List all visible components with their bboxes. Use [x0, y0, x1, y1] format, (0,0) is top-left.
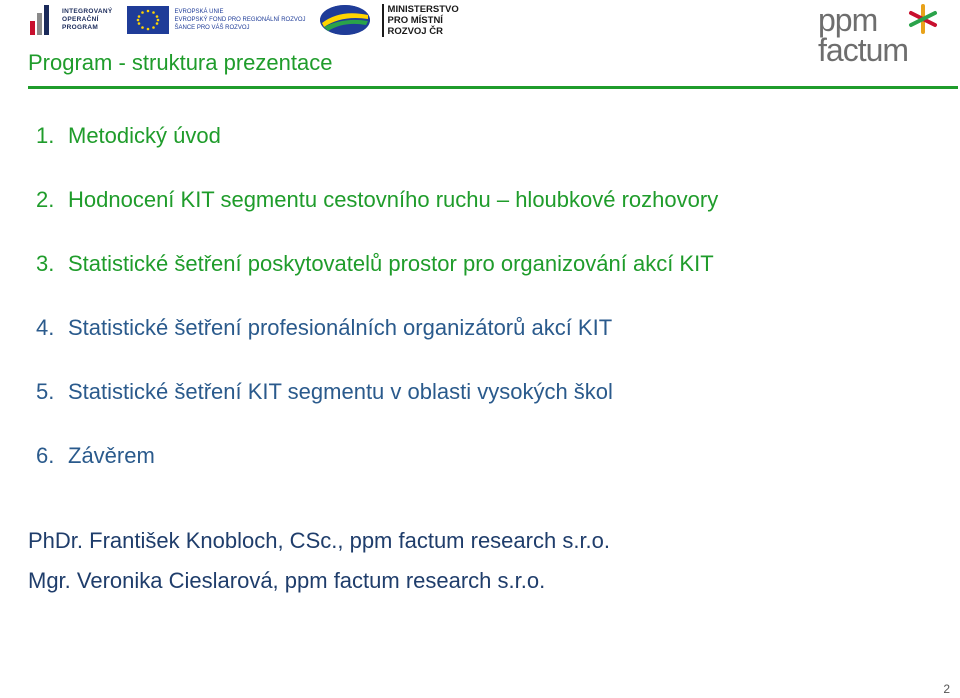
eu-flag-icon	[127, 6, 169, 34]
agenda-text: Statistické šetření KIT segmentu v oblasti vysokých škol	[68, 379, 613, 404]
brand-top: ppm	[818, 2, 878, 38]
agenda-list	[36, 121, 718, 505]
regional-oval-logo-icon	[320, 5, 370, 35]
slide-title: Program - struktura prezentace	[28, 50, 333, 75]
agenda-num: 4.	[36, 315, 55, 340]
agenda-num: 2.	[36, 187, 55, 212]
agenda-num: 5.	[36, 379, 55, 404]
mmr-line-1: MINISTERSTVO	[387, 3, 459, 15]
header-logos	[30, 2, 459, 38]
agenda-item-6	[36, 441, 718, 505]
agenda-item-1	[36, 121, 718, 185]
agenda-text: Statistické šetření poskytovatelů prostor pro organizování akcí KIT	[68, 251, 714, 276]
authors-block	[28, 526, 610, 606]
agenda-text: Statistické šetření profesionálních organizátorů akcí KIT	[68, 315, 613, 340]
agenda-text: Metodický úvod	[68, 123, 221, 148]
agenda-item-4	[36, 313, 718, 377]
agenda-item-2	[36, 185, 718, 249]
iop-bars-icon	[30, 5, 56, 35]
iop-line-2: OPERAČNÍ	[62, 16, 99, 23]
agenda-text: Hodnocení KIT segmentu cestovního ruchu – hloubkové rozhovory	[68, 187, 719, 212]
asterisk-icon	[908, 4, 938, 34]
agenda-text: Závěrem	[68, 443, 155, 468]
author-1: PhDr. František Knobloch, CSc., ppm factum research s.r.o.	[28, 528, 611, 553]
eu-line-1: EVROPSKÁ UNIE	[174, 9, 224, 15]
agenda-num: 6.	[36, 443, 55, 468]
eu-line-3: ŠANCE PRO VÁŠ ROZVOJ	[174, 25, 250, 31]
iop-line-1: INTEGROVANÝ	[62, 8, 113, 15]
agenda-item-5	[36, 377, 718, 441]
agenda-item-3	[36, 249, 718, 313]
brand-bottom: factum	[818, 32, 909, 68]
iop-logo	[30, 5, 113, 35]
page-number: 2	[943, 682, 950, 696]
mmr-line-3: ROZVOJ ČR	[387, 25, 443, 37]
agenda-num: 3.	[36, 251, 55, 276]
eu-logo	[127, 6, 306, 34]
mmr-logo	[382, 4, 459, 37]
iop-line-3: PROGRAM	[62, 24, 99, 31]
mmr-line-2: PRO MÍSTNÍ	[387, 14, 443, 26]
author-2: Mgr. Veronika Cieslarová, ppm factum research s.r.o.	[28, 568, 546, 593]
title-divider	[28, 86, 958, 89]
eu-line-2: EVROPSKÝ FOND PRO REGIONÁLNÍ ROZVOJ	[174, 17, 306, 23]
ppm-factum-logo	[818, 4, 938, 66]
agenda-num: 1.	[36, 123, 55, 148]
